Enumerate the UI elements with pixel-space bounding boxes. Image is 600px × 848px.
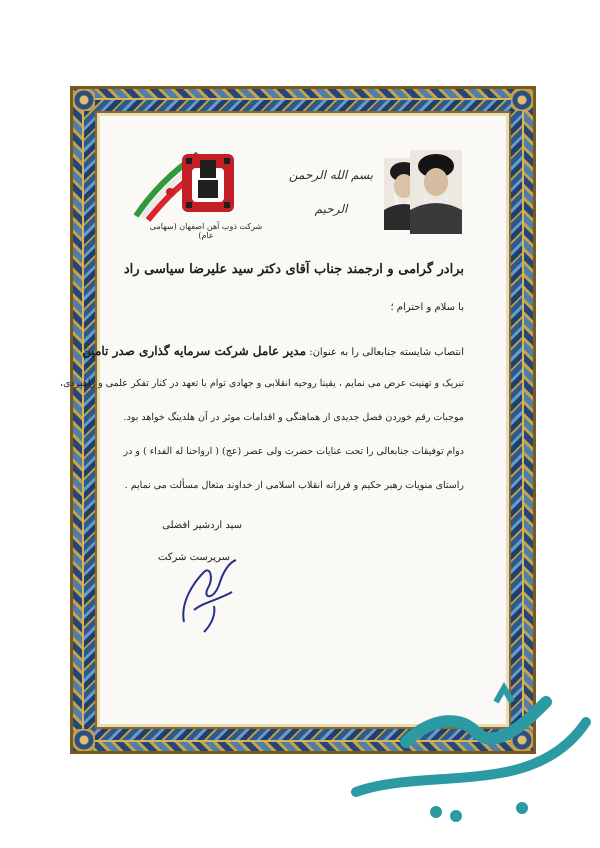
bismillah-calligraphy: بسم الله الرحمن الرحیم (288, 168, 374, 216)
company-caption: شرکت ذوب آهن اصفهان (سهامی عام) (149, 222, 263, 240)
body-paragraph-2: موجبات رقم خوردن فصل جدیدی از هماهنگی و اقدامات موثر در آن هلدینگ خواهد بود. (123, 412, 464, 423)
portrait-right-icon (410, 150, 462, 234)
body-paragraph-3: دوام توفیقات جنابعالی را تحت عنایات حضرت ولی عصر (عج) ( ارواحنا له الفداء ) و در (123, 446, 464, 457)
signer-title: سرپرست شرکت (157, 552, 230, 563)
signer-name: سید اردشیر افضلی (162, 520, 242, 531)
salutation-line: برادر گرامی و ارجمند جناب آقای دکتر سید علیرضا سیاسی راد (123, 262, 464, 277)
appointment-line (82, 344, 464, 358)
watermark-logo-icon (336, 682, 600, 832)
body-paragraph-4: راستای منویات رهبر حکیم و فرزانه انقلاب اسلامی از خداوند متعال مسألت می نمایم . (124, 480, 464, 491)
corner-ornament (73, 89, 95, 111)
greeting-line: با سلام و احترام ؛ (390, 302, 464, 313)
corner-ornament (511, 89, 533, 111)
appointment-prefix: انتصاب شایسته جنابعالی را به عنوان: (309, 347, 464, 358)
handwritten-signature-icon (174, 552, 244, 634)
body-paragraph-1: تبریک و تهنیت عرض می نمایم ، یقینا روحیه انقلابی و جهادی توام با تعهد در کنار تفکر علمی و راهبردی، (60, 378, 464, 389)
corner-ornament (73, 729, 95, 751)
appointment-role: مدیر عامل شرکت سرمایه گذاری صدر تامین (82, 344, 307, 358)
company-logo-icon (180, 150, 236, 216)
